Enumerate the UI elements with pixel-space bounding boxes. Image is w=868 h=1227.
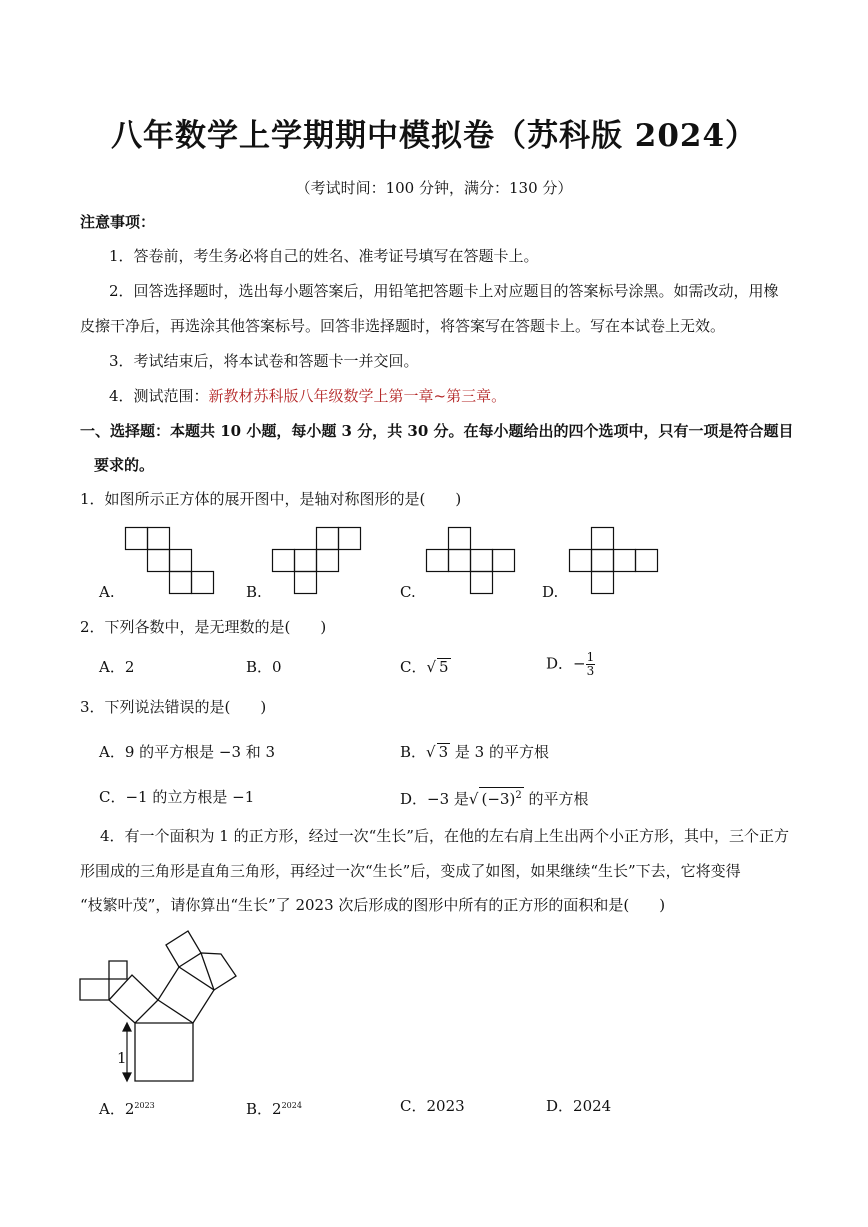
q2-option-d: [546, 651, 595, 678]
q2-d-sign: −: [573, 654, 586, 673]
q1-net-b: [272, 527, 364, 597]
q3-option-d: D．−3 是√ $(-3)^2$ 的平方根: [400, 787, 588, 809]
q3-d-radicand: [479, 787, 523, 807]
q4-line1: 4．有一个面积为 1 的正方形，经过一次“生长”后，在他的左右肩上生出两个小正方形，其中，三个正方: [100, 827, 789, 845]
q3-d-exponent: 2: [515, 790, 522, 801]
q4-pythagoras-tree-figure: [76, 920, 266, 1090]
q4-option-b: [246, 1096, 302, 1119]
q4-option-a: [99, 1096, 155, 1119]
q2-c-label: C．: [400, 658, 427, 676]
q3-option-a: A．9 的平方根是 −3 和 3: [99, 743, 276, 761]
q3-b-text: 是 3 的平方根: [450, 743, 549, 761]
q4-line3: “枝繁叶茂”，请你算出“生长”了 2023 次后形成的图形中所有的正方形的面积和是( ): [80, 896, 666, 914]
q2-d-fraction: [586, 651, 596, 678]
q3-d-text: 的平方根: [523, 790, 589, 808]
q4-a-exponent: 2023: [134, 1101, 155, 1110]
q2-option-c: C．√ 5: [400, 658, 449, 676]
q2-d-label: D．: [546, 654, 574, 673]
notice-item-4: [109, 386, 506, 406]
q3-option-c: C．−1 的立方根是 −1: [99, 788, 255, 806]
q4-option-d: D．2024: [546, 1097, 612, 1115]
q1-option-d: D.: [542, 583, 559, 601]
q1-net-a: [125, 527, 217, 597]
q1-net-d: [569, 527, 661, 597]
notice-item-2-line1: 2．回答选择题时，选出每小题答案后，用铅笔把答题卡上对应题目的答案标号涂黑。如需改动，用橡: [109, 282, 779, 300]
q3-option-b: B．√ 3 是 3 的平方根: [400, 743, 549, 761]
q2-c-radicand: 5: [439, 658, 449, 676]
test-scope: 新教材苏科版八年级数学上第一章~第三章。: [208, 387, 507, 405]
fraction-denominator: 3: [586, 664, 595, 678]
q3-stem: 3．下列说法错误的是( ): [80, 698, 267, 716]
q4-line2: 形围成的三角形是直角三角形，再经过一次“生长”后，变成了如图，如果继续“生长”下去，它将变得: [80, 862, 741, 880]
q2-option-b: B．0: [246, 658, 282, 676]
notice-item-4-prefix: 4．测试范围：: [109, 387, 209, 405]
q4-b-exponent: 2024: [281, 1101, 302, 1110]
q1-option-b: B.: [246, 583, 262, 601]
q1-option-a: A.: [99, 583, 115, 601]
q4-a-base: A．2: [99, 1100, 135, 1118]
notice-item-3: 3．考试结束后，将本试卷和答题卡一并交回。: [109, 352, 419, 370]
q1-option-c: C.: [400, 583, 416, 601]
q1-stem: 1．如图所示正方体的展开图中，是轴对称图形的是( ): [80, 490, 462, 508]
notice-heading: 注意事项：: [80, 213, 156, 231]
page-title: 八年数学上学期期中模拟卷（苏科版 2024）: [110, 118, 758, 154]
exam-info: （考试时间：100 分钟，满分：130 分）: [295, 179, 573, 197]
q2-option-a: A．2: [99, 658, 135, 676]
q3-b-label: B．: [400, 743, 427, 761]
q2-stem: 2．下列各数中，是无理数的是( ): [80, 618, 327, 636]
q4-option-c: C．2023: [400, 1097, 465, 1115]
section-heading-line1: 一、选择题：本题共 10 小题，每小题 3 分，共 30 分。在每小题给出的四个选项中，只有一项是符合题目: [80, 422, 794, 440]
q3-d-base: (−3): [481, 790, 516, 808]
notice-item-2-line2: 皮擦干净后，再选涂其他答案标号。回答非选择题时，将答案写在答题卡上。写在本试卷上无效。: [80, 317, 726, 335]
q3-d-label: D．−3 是: [400, 790, 469, 808]
q4-b-base: B．2: [246, 1100, 282, 1118]
notice-item-1: 1．答卷前，考生务必将自己的姓名、准考证号填写在答题卡上。: [109, 247, 539, 265]
q4-figure-side-label: 1: [117, 1049, 127, 1067]
fraction-numerator: 1: [586, 650, 595, 664]
q3-b-radicand: 3: [438, 743, 449, 761]
section-heading-line2: 要求的。: [94, 456, 155, 474]
q1-net-c: [426, 527, 518, 597]
